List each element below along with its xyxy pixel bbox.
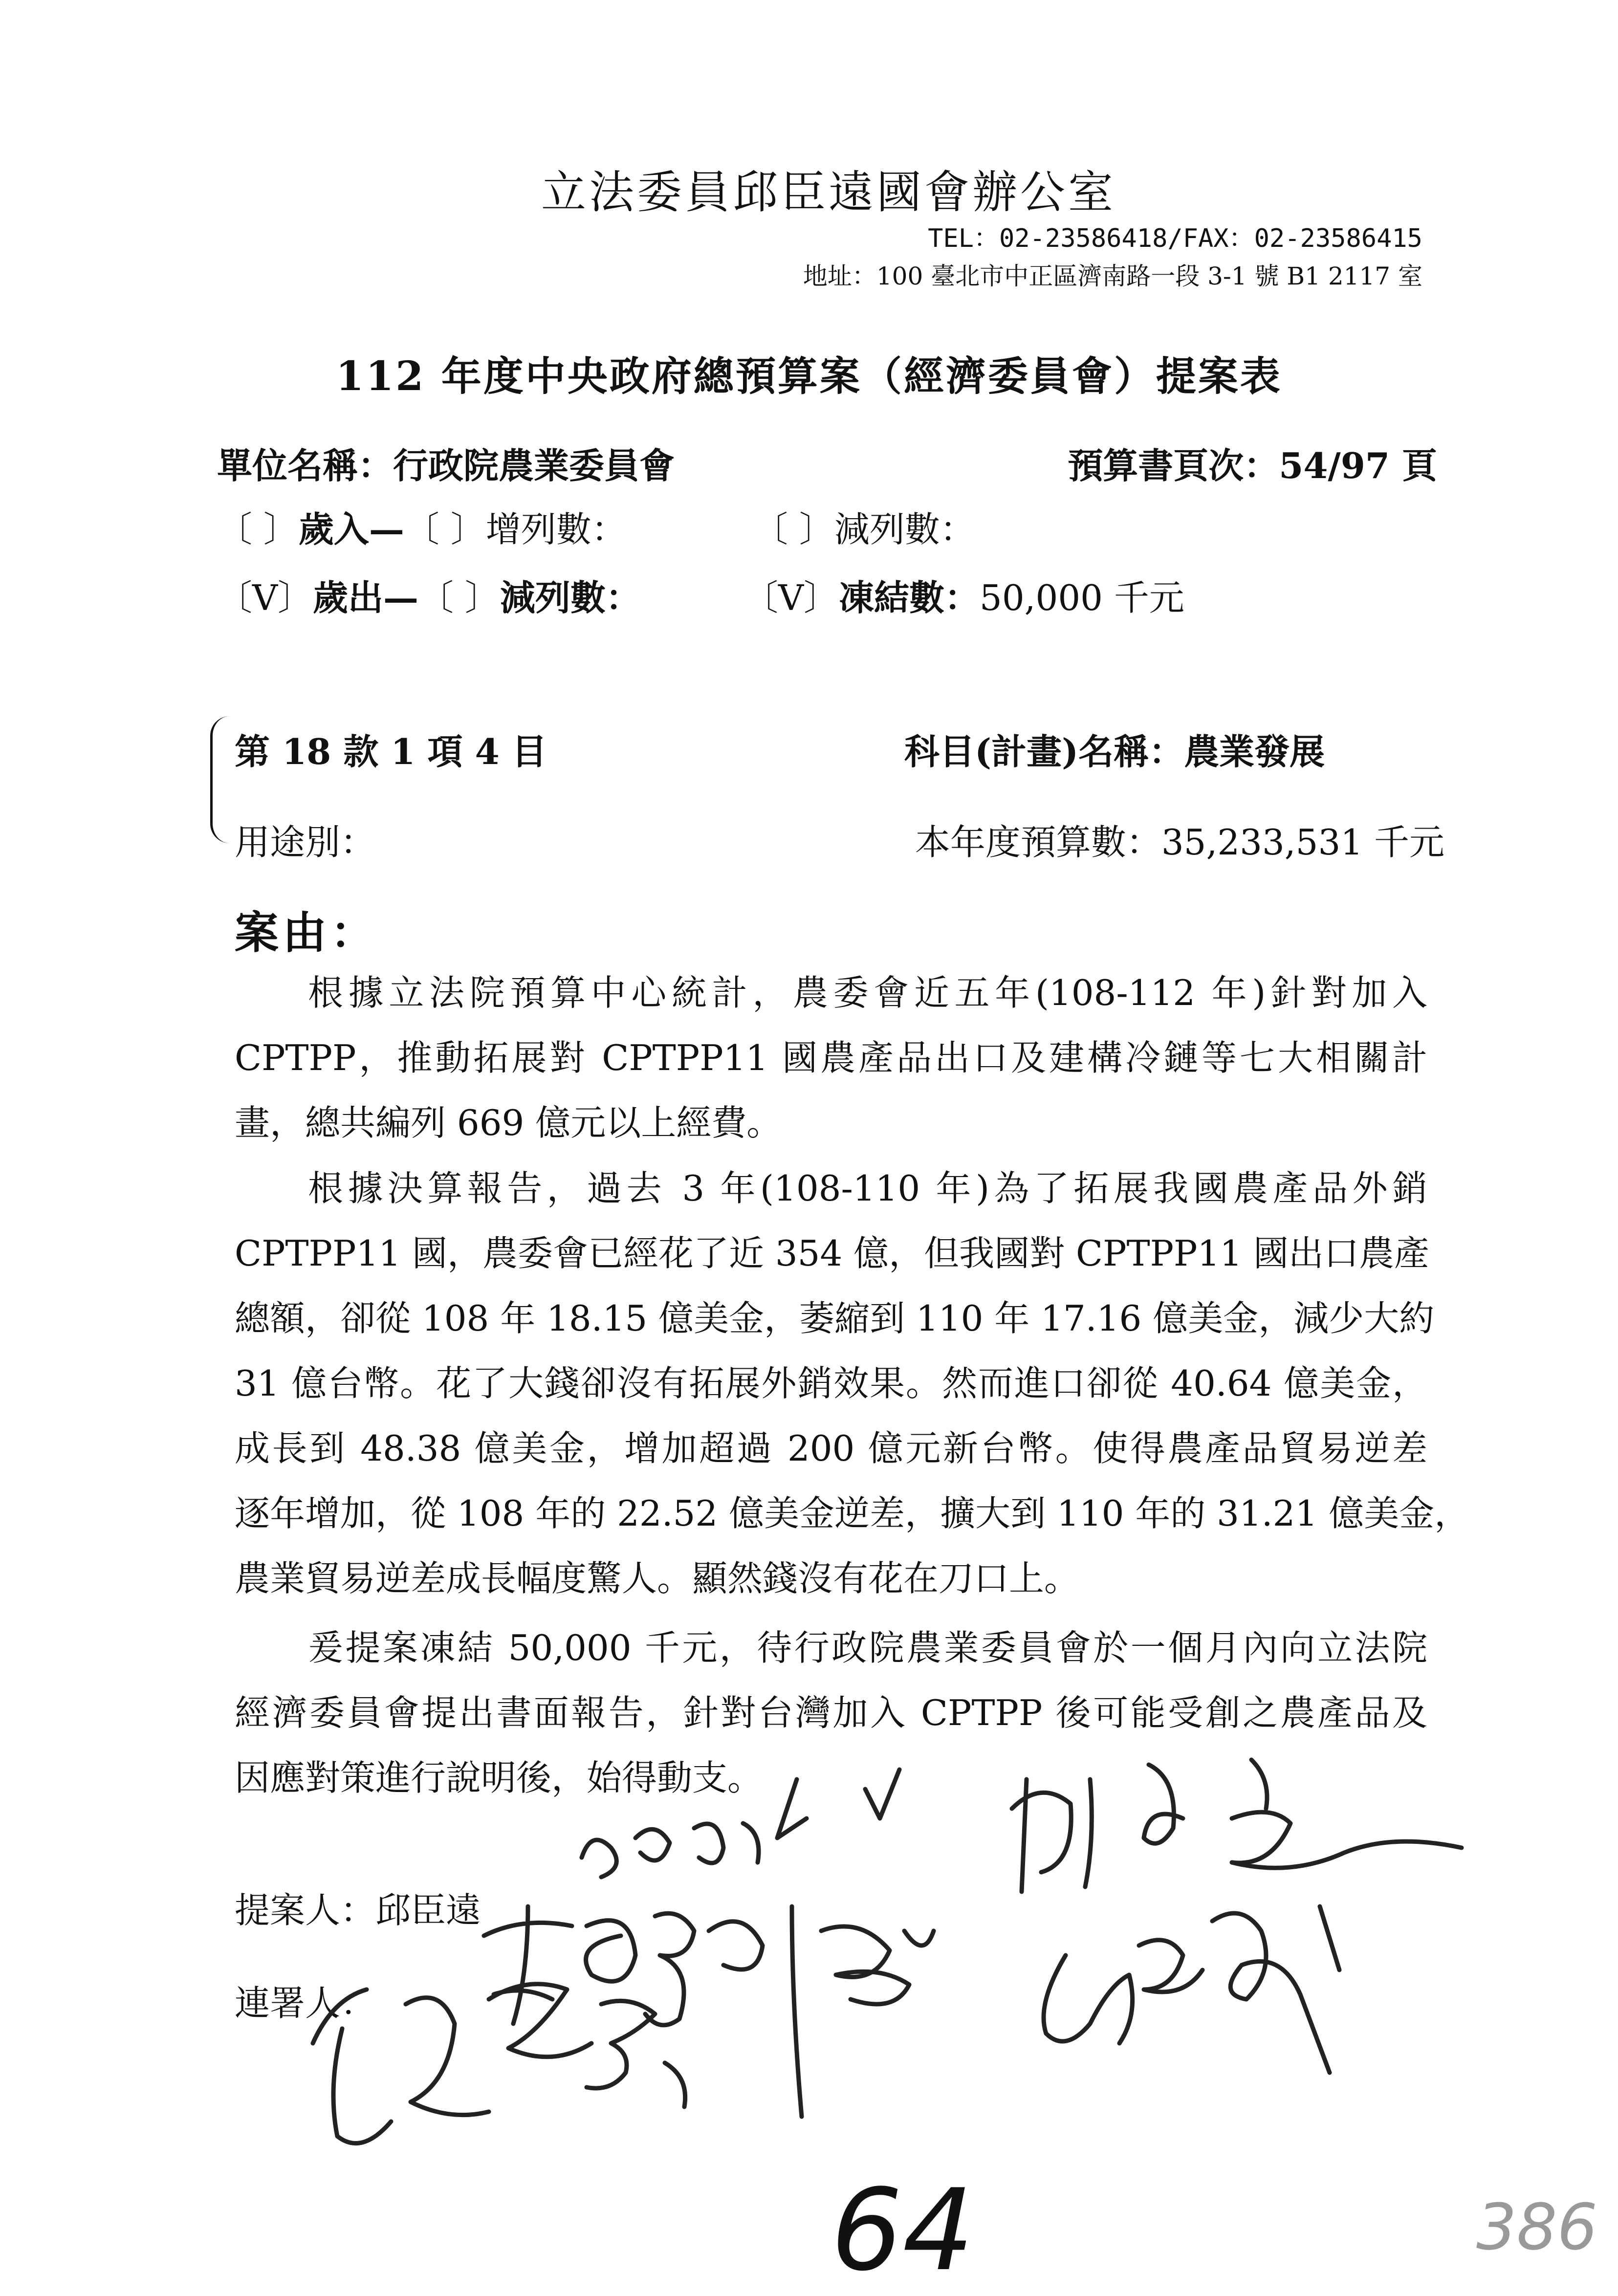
paragraph-line: 31 億台幣。花了大錢卻沒有拓展外銷效果。然而進口卻從 40.64 億美金， — [235, 1363, 1427, 1404]
revenue-decrease-checkbox: 〔 〕 — [753, 509, 834, 550]
revenue-checkbox: 〔 〕 — [217, 509, 299, 550]
handwritten-page-number: 386 — [1476, 2190, 1598, 2264]
expenditure-decrease-checkbox: 〔 〕 — [418, 577, 500, 618]
paragraph-line: 逐年增加，從 108 年的 22.52 億美金逆差，擴大到 110 年的 31.21 億美金， — [235, 1493, 1470, 1534]
freeze-label: 凍結數： — [839, 577, 980, 618]
signature-3 — [1012, 1760, 1462, 1892]
item-section: 第 18 款 1 項 4 目 — [235, 731, 547, 772]
subject-value: 農業發展 — [1184, 731, 1325, 772]
paragraph-line: 根據立法院預算中心統計，農委會近五年(108-112 年)針對加入 — [308, 972, 1427, 1013]
subject-label: 科目(計畫)名稱： — [904, 731, 1184, 772]
freeze-checkbox: 〔V〕 — [743, 577, 839, 618]
annual-budget-label: 本年度預算數： — [915, 822, 1161, 863]
paragraph-line: 經濟委員會提出書面報告，針對台灣加入 CPTPP 後可能受創之農產品及 — [235, 1692, 1427, 1733]
increase-label: 增列數： — [485, 509, 627, 550]
revenue-label: 歲入— — [298, 508, 404, 550]
usage-label: 用途別： — [235, 822, 376, 863]
check-mark — [865, 1770, 899, 1818]
unit-value: 行政院農業委員會 — [393, 445, 675, 486]
reason-title: 案由： — [235, 907, 378, 959]
increase-checkbox: 〔 〕 — [404, 509, 486, 550]
paragraph-line: 畫，總共編列 669 億元以上經費。 — [235, 1102, 782, 1143]
proposer-name: 邱臣遠 — [375, 1890, 481, 1931]
signature-4 — [1044, 1906, 1339, 2073]
paragraph-line: 因應對策進行說明後，始得動支。 — [235, 1757, 763, 1798]
paragraph-line: 成長到 48.38 億美金，增加超過 200 億元新台幣。使得農產品貿易逆差 — [235, 1428, 1427, 1469]
expenditure-checkbox: 〔V〕 — [217, 577, 313, 618]
paragraph-line: 爰提案凍結 50,000 千元，待行政院農業委員會於一個月內向立法院 — [308, 1627, 1427, 1668]
expenditure-label: 歲出— — [313, 577, 419, 618]
form-title: 112 年度中央政府總預算案（經濟委員會）提案表 — [336, 353, 1282, 400]
paragraph-line: CPTPP，推動拓展對 CPTPP11 國農產品出口及建構冷鏈等七大相關計 — [235, 1037, 1427, 1078]
signature-1 — [582, 1779, 807, 1877]
paragraph-line: 總額，卻從 108 年 18.15 億美金，萎縮到 110 年 17.16 億美金，減少大約 — [235, 1298, 1435, 1339]
budget-page-value: 54/97 頁 — [1279, 445, 1437, 486]
tel-fax: TEL：02-23586418/FAX：02-23586415 — [928, 224, 1422, 253]
revenue-decrease-label: 減列數： — [834, 509, 975, 550]
budget-page-label: 預算書頁次： — [1068, 445, 1279, 486]
address: 地址：100 臺北市中正區濟南路一段 3-1 號 B1 2117 室 — [803, 262, 1422, 290]
cosigners-label: 連署人： — [235, 1983, 376, 2024]
paragraph-line: 農業貿易逆差成長幅度驚人。顯然錢沒有花在刀口上。 — [235, 1558, 1080, 1599]
paragraph-line: CPTPP11 國，農委會已經花了近 354 億，但我國對 CPTPP11 國出口農產 — [235, 1233, 1429, 1274]
office-name: 立法委員邱臣遠國會辦公室 — [541, 166, 1116, 219]
unit-label: 單位名稱： — [217, 445, 394, 486]
annual-budget-value: 35,233,531 千元 — [1161, 822, 1444, 863]
signature-5 — [313, 1984, 685, 2143]
handwritten-number-64: 64 — [831, 2165, 974, 2296]
expenditure-decrease-label: 減列數： — [500, 577, 641, 618]
paragraph-line: 根據決算報告，過去 3 年(108-110 年)為了拓展我國農產品外銷 — [308, 1168, 1427, 1209]
proposer-label: 提案人： — [235, 1890, 376, 1931]
freeze-value: 50,000 千元 — [980, 577, 1184, 618]
